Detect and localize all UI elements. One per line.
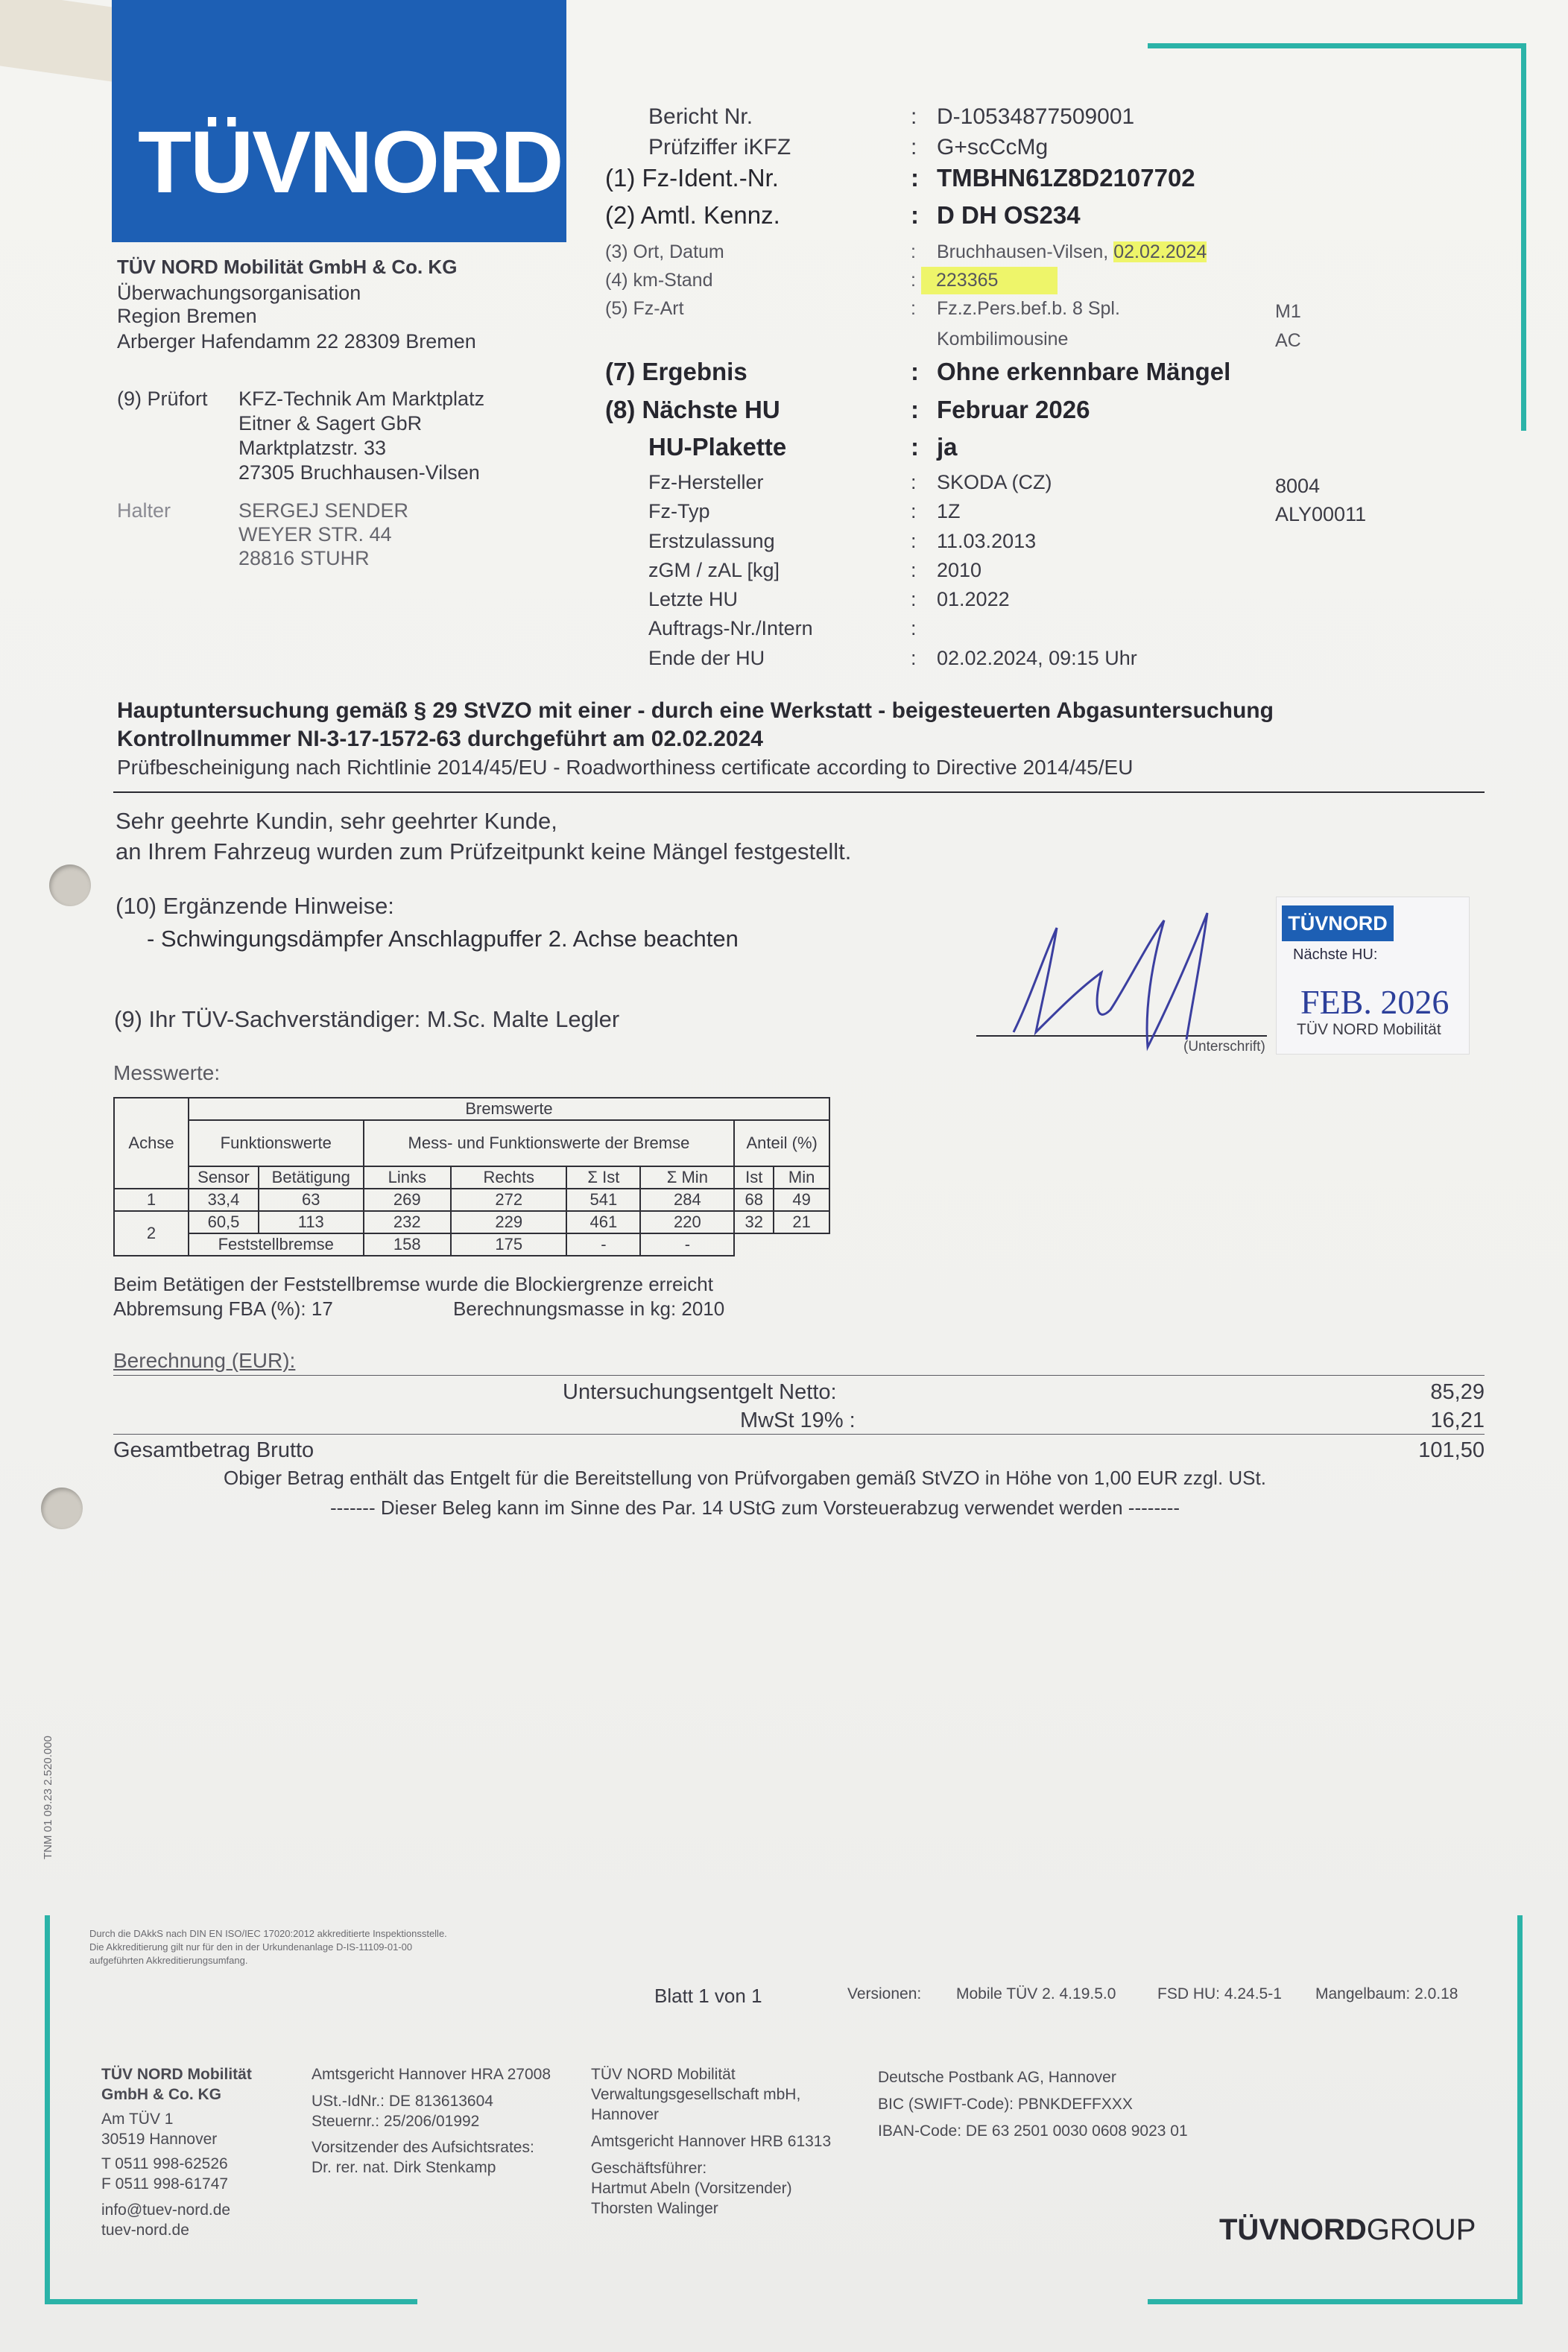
- footer-col3-line: Geschäftsführer:: [591, 2160, 707, 2177]
- issuer-type: Überwachungsorganisation: [117, 282, 361, 304]
- detail-colon: :: [911, 530, 917, 552]
- col-bremswerte: Bremswerte: [189, 1098, 829, 1120]
- berechnung-note1: Obiger Betrag enthält das Entgelt für die Bereitstellung von Prüfvorgaben gemäß StVZO in Höhe von 1,00 EUR zzgl. USt.: [224, 1467, 1266, 1489]
- col-header: Rechts: [451, 1166, 566, 1189]
- col-header: Σ Min: [640, 1166, 734, 1189]
- accreditation-line3: aufgeführten Akkreditierungsumfang.: [89, 1955, 248, 1966]
- ort-label: (3) Ort, Datum: [605, 241, 724, 262]
- greeting-line1: Sehr geehrte Kundin, sehr geehrter Kunde,: [116, 808, 557, 834]
- report-colon: :: [911, 104, 917, 129]
- footer-fax: F 0511 998-61747: [101, 2175, 229, 2193]
- brutto-value: 101,50: [1418, 1438, 1485, 1462]
- footer-col2-line: Dr. rer. nat. Dirk Stenkamp: [312, 2159, 496, 2176]
- halter-line: 28816 STUHR: [238, 547, 370, 569]
- halter-label: Halter: [117, 499, 171, 522]
- table-cell: -: [640, 1233, 734, 1256]
- report-label: Bericht Nr.: [648, 104, 753, 129]
- detail-colon: :: [911, 647, 917, 669]
- table-cell: 175: [451, 1233, 566, 1256]
- frame-bottom-right-h: [1148, 2299, 1523, 2304]
- berechnung-title: Berechnung (EUR):: [113, 1349, 296, 1372]
- footer-col3-line: Hannover: [591, 2106, 660, 2123]
- frame-bottom-left-v: [45, 1915, 50, 2304]
- heading-rule: [113, 791, 1485, 793]
- fzart-value: Fz.z.Pers.bef.b. 8 Spl.: [937, 298, 1120, 319]
- mwst-label: MwSt 19% :: [740, 1409, 856, 1432]
- issuer-region: Region Bremen: [117, 305, 257, 327]
- frame-bottom-right-v: [1517, 1915, 1523, 2304]
- footer-tel: T 0511 998-62526: [101, 2155, 228, 2172]
- punch-hole: [49, 864, 91, 906]
- pruefort-line: KFZ-Technik Am Marktplatz: [238, 388, 485, 410]
- fzart-code: M1: [1275, 301, 1301, 322]
- side-form-code: TNM 01 09.23 2.520.000: [42, 1736, 54, 1859]
- heading-line3: Prüfbescheinigung nach Richtlinie 2014/45/EU - Roadworthiness certificate according to Directive 2014/45/EU: [117, 756, 1134, 779]
- footer-web[interactable]: tuev-nord.de: [101, 2222, 189, 2239]
- table-cell: 68: [734, 1189, 774, 1211]
- tuvnord-group-logo: [1219, 2213, 1476, 2247]
- berechnung-rule: [113, 1375, 1485, 1376]
- col-achse: Achse: [114, 1098, 189, 1189]
- col-header: Min: [774, 1166, 829, 1189]
- ergebnis-colon: :: [911, 358, 919, 385]
- col-header: Betätigung: [259, 1166, 364, 1189]
- col-mess-funktion: Mess- und Funktionswerte der Bremse: [364, 1120, 735, 1166]
- stamp-date: FEB. 2026: [1300, 983, 1450, 1021]
- ort-value: [937, 241, 1207, 263]
- footer-company: TÜV NORD Mobilität: [101, 2066, 252, 2083]
- footer-col3-line: Verwaltungsgesellschaft mbH,: [591, 2086, 801, 2103]
- col-header: Ist: [734, 1166, 774, 1189]
- cell-achse: 2: [114, 1211, 189, 1256]
- detail-value: 11.03.2013: [937, 530, 1037, 552]
- detail-label: Fz-Hersteller: [648, 471, 764, 493]
- detail-value: SKODA (CZ): [937, 471, 1052, 493]
- footer-email[interactable]: info@tuev-nord.de: [101, 2201, 231, 2219]
- pruefort-line: Eitner & Sagert GbR: [238, 412, 423, 434]
- footer-col2-line: Amtsgericht Hannover HRA 27008: [312, 2066, 551, 2083]
- group-logo-b: GROUP: [1366, 2213, 1476, 2246]
- detail-value: 02.02.2024, 09:15 Uhr: [937, 647, 1137, 669]
- frame-bottom-left-h: [45, 2299, 417, 2304]
- version-fsd: FSD HU: 4.24.5-1: [1157, 1985, 1282, 2002]
- messwerte-note2b: Berechnungsmasse in kg: 2010: [453, 1297, 725, 1320]
- signature-caption: (Unterschrift): [1183, 1039, 1265, 1055]
- signature-icon: [969, 898, 1282, 1062]
- col-header: Sensor: [189, 1166, 259, 1189]
- detail-label: Letzte HU: [648, 588, 739, 610]
- ort-colon: :: [911, 241, 916, 262]
- footer-col3-line: Hartmut Abeln (Vorsitzender): [591, 2180, 792, 2197]
- table-cell: 269: [364, 1189, 452, 1211]
- issuer-name: TÜV NORD Mobilität GmbH & Co. KG: [117, 256, 458, 278]
- netto-label: Untersuchungsentgelt Netto:: [563, 1380, 837, 1404]
- table-row: [114, 1233, 829, 1256]
- table-cell: 220: [640, 1211, 734, 1233]
- footer-company2: GmbH & Co. KG: [101, 2086, 221, 2103]
- report-label: (1) Fz-Ident.-Nr.: [605, 164, 779, 192]
- ergebnis-value: Ohne erkennbare Mängel: [937, 358, 1231, 385]
- naechste-hu-colon: :: [911, 396, 919, 423]
- hinweise-label: (10) Ergänzende Hinweise:: [116, 893, 394, 919]
- pruefort-label: (9) Prüfort: [117, 388, 208, 410]
- table-cell: -: [566, 1233, 640, 1256]
- fzart-value-2: Kombilimousine: [937, 329, 1069, 350]
- halter-line: WEYER STR. 44: [238, 523, 392, 546]
- frame-top-right-v: [1521, 43, 1526, 431]
- naechste-hu-label: (8) Nächste HU: [605, 396, 780, 423]
- report-colon: :: [911, 164, 919, 192]
- footer-col4-line: Deutsche Postbank AG, Hannover: [878, 2069, 1116, 2086]
- berechnung-note2: ------- Dieser Beleg kann im Sinne des Par. 14 UStG zum Vorsteuerabzug verwendet werden --------: [330, 1496, 1180, 1519]
- table-cell: 284: [640, 1189, 734, 1211]
- footer-col2-line: USt.-IdNr.: DE 813613604: [312, 2093, 493, 2110]
- footer-addr2: 30519 Hannover: [101, 2131, 218, 2148]
- cell-achse: 1: [114, 1189, 189, 1211]
- table-cell: 32: [734, 1211, 774, 1233]
- footer-col3-line: TÜV NORD Mobilität: [591, 2066, 736, 2083]
- messwerte-note2a: Abbremsung FBA (%): 17: [113, 1297, 333, 1320]
- brake-table: [113, 1097, 830, 1256]
- report-label: (2) Amtl. Kennz.: [605, 201, 780, 229]
- logo-text: TÜVNORD: [138, 113, 563, 212]
- table-cell: 21: [774, 1211, 829, 1233]
- table-cell: 113: [259, 1211, 364, 1233]
- detail-colon: :: [911, 617, 917, 639]
- halter-line: SERGEJ SENDER: [238, 499, 409, 522]
- footer-col3-line: Thorsten Walinger: [591, 2200, 718, 2217]
- report-value: D-10534877509001: [937, 104, 1135, 129]
- tape-remnant: [0, 0, 123, 83]
- km-value-highlighted: 223365: [921, 267, 1058, 294]
- detail-label: Ende der HU: [648, 647, 765, 669]
- detail-colon: :: [911, 588, 917, 610]
- detail-label: zGM / zAL [kg]: [648, 559, 780, 581]
- messwerte-title: Messwerte:: [113, 1061, 221, 1084]
- report-label: Prüfziffer iKFZ: [648, 135, 791, 159]
- detail-code: 8004: [1275, 475, 1321, 497]
- table-cell-empty: [734, 1233, 829, 1256]
- col-anteil: Anteil (%): [734, 1120, 829, 1166]
- detail-label: Fz-Typ: [648, 500, 710, 522]
- plakette-colon: :: [911, 433, 919, 461]
- ort-date-highlighted: 02.02.2024: [1113, 241, 1207, 262]
- plakette-value: ja: [937, 433, 958, 461]
- table-cell: 63: [259, 1189, 364, 1211]
- table-cell: 541: [566, 1189, 640, 1211]
- version-mangelbaum: Mangelbaum: 2.0.18: [1315, 1985, 1458, 2002]
- detail-label: Auftrags-Nr./Intern: [648, 617, 813, 639]
- detail-label: Erstzulassung: [648, 530, 775, 552]
- versionen-label: Versionen:: [847, 1985, 922, 2002]
- km-label: (4) km-Stand: [605, 270, 713, 291]
- footer-addr1: Am TÜV 1: [101, 2111, 174, 2128]
- stamp-footer: TÜV NORD Mobilität: [1297, 1021, 1441, 1038]
- report-value: TMBHN61Z8D2107702: [937, 164, 1195, 192]
- col-funktionswerte: Funktionswerte: [189, 1120, 364, 1166]
- ergebnis-label: (7) Ergebnis: [605, 358, 747, 385]
- accreditation-line1: Durch die DAkkS nach DIN EN ISO/IEC 17020:2012 akkreditierte Inspektionsstelle.: [89, 1928, 447, 1939]
- report-colon: :: [911, 135, 917, 159]
- footer-col4-line: IBAN-Code: DE 63 2501 0030 0608 9023 01: [878, 2122, 1188, 2140]
- fzart-label: (5) Fz-Art: [605, 298, 684, 319]
- heading-line2: Kontrollnummer NI-3-17-1572-63 durchgeführt am 02.02.2024: [117, 727, 763, 751]
- pruefort-line: 27305 Bruchhausen-Vilsen: [238, 461, 480, 484]
- messwerte-note1: Beim Betätigen der Feststellbremse wurde die Blockiergrenze erreicht: [113, 1273, 713, 1295]
- accreditation-line2: Die Akkreditierung gilt nur für den in der Urkundenanlage D-IS-11109-01-00: [89, 1941, 413, 1953]
- detail-code: ALY00011: [1275, 503, 1367, 525]
- report-value: D DH OS234: [937, 201, 1081, 229]
- cell-feststellbremse: Feststellbremse: [189, 1233, 364, 1256]
- ort-place: Bruchhausen-Vilsen,: [937, 241, 1114, 262]
- pruefort-line: Marktplatzstr. 33: [238, 437, 387, 459]
- stamp-label: Nächste HU:: [1293, 946, 1378, 963]
- table-cell: 229: [451, 1211, 566, 1233]
- netto-value: 85,29: [1430, 1380, 1485, 1404]
- detail-value: 01.2022: [937, 588, 1010, 610]
- footer-col2-line: Steuernr.: 25/206/01992: [312, 2113, 480, 2130]
- table-cell: 272: [451, 1189, 566, 1211]
- frame-top-right-h: [1148, 43, 1526, 48]
- table-cell: 232: [364, 1211, 452, 1233]
- fzart-colon: :: [911, 298, 916, 319]
- mwst-value: 16,21: [1430, 1409, 1485, 1432]
- heading-line1: Hauptuntersuchung gemäß § 29 StVZO mit einer - durch eine Werkstatt - beigesteuerten Abgasuntersuchung: [117, 698, 1274, 723]
- naechste-hu-value: Februar 2026: [937, 396, 1090, 423]
- issuer-address: Arberger Hafendamm 22 28309 Bremen: [117, 330, 476, 353]
- greeting-line2: an Ihrem Fahrzeug wurden zum Prüfzeitpunkt keine Mängel festgestellt.: [116, 838, 852, 864]
- detail-colon: :: [911, 559, 917, 581]
- report-value: G+scCcMg: [937, 135, 1049, 159]
- fzart-code-2: AC: [1275, 330, 1301, 351]
- footer-col4-line: BIC (SWIFT-Code): PBNKDEFFXXX: [878, 2096, 1133, 2113]
- hinweise-item: - Schwingungsdämpfer Anschlagpuffer 2. Achse beachten: [147, 926, 739, 952]
- table-row: [114, 1211, 829, 1233]
- sachverstaendiger: (9) Ihr TÜV-Sachverständiger: M.Sc. Malte Legler: [114, 1006, 620, 1032]
- version-mobile: Mobile TÜV 2. 4.19.5.0: [956, 1985, 1116, 2002]
- stamp-brand: TÜVNORD: [1282, 905, 1394, 941]
- table-cell: 461: [566, 1211, 640, 1233]
- detail-value: 1Z: [937, 500, 961, 522]
- footer-col2-line: Vorsitzender des Aufsichtsrates:: [312, 2139, 534, 2156]
- detail-colon: :: [911, 471, 917, 493]
- blatt: Blatt 1 von 1: [654, 1985, 762, 2007]
- table-row: [114, 1189, 829, 1211]
- col-header: Σ Ist: [566, 1166, 640, 1189]
- punch-hole: [41, 1488, 83, 1529]
- group-logo-a: TÜVNORD: [1219, 2213, 1367, 2246]
- table-cell: 33,4: [189, 1189, 259, 1211]
- table-cell: 49: [774, 1189, 829, 1211]
- detail-value: 2010: [937, 559, 982, 581]
- report-colon: :: [911, 201, 919, 229]
- mwst-rule: [113, 1434, 1485, 1435]
- table-cell: 158: [364, 1233, 452, 1256]
- brutto-label: Gesamtbetrag Brutto: [113, 1438, 314, 1462]
- col-header: Links: [364, 1166, 452, 1189]
- footer-col3-line: Amtsgericht Hannover HRB 61313: [591, 2133, 832, 2150]
- km-colon: :: [911, 270, 916, 291]
- table-cell: 60,5: [189, 1211, 259, 1233]
- plakette-label: HU-Plakette: [648, 433, 787, 461]
- detail-colon: :: [911, 500, 917, 522]
